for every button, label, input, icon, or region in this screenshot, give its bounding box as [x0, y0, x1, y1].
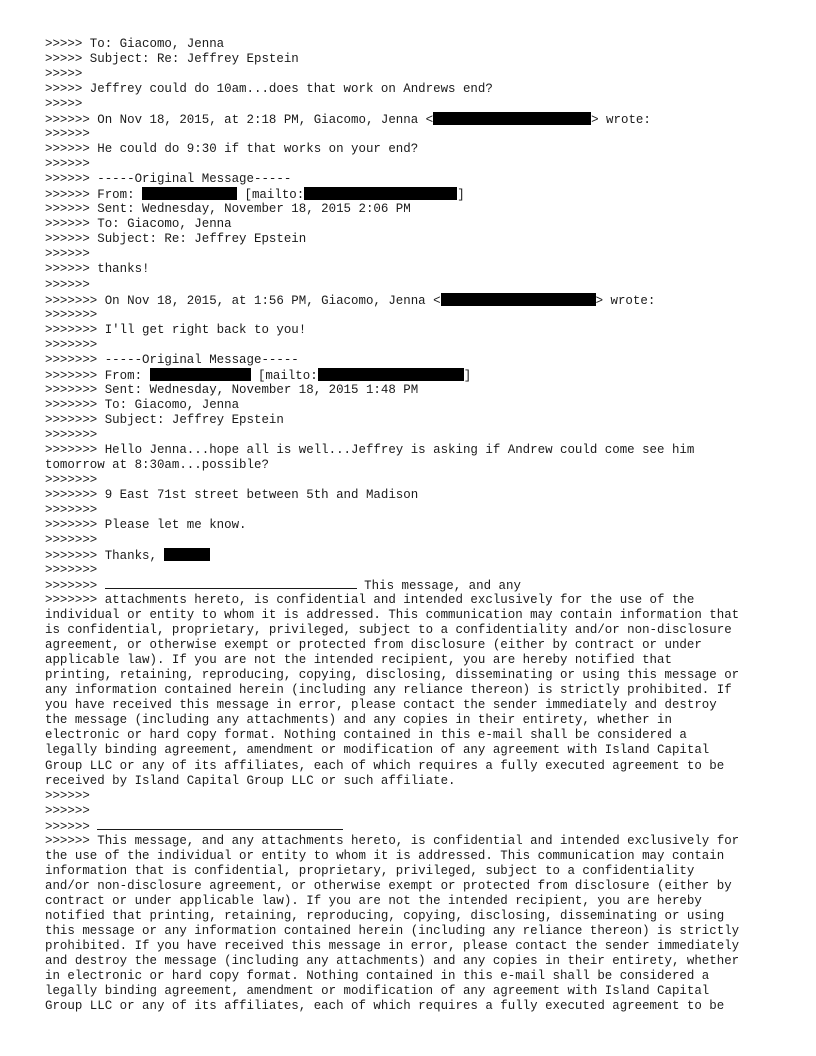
quote-blank: >>>>>>>: [45, 307, 98, 322]
redaction-box: [433, 112, 591, 125]
disclaimer-line: and/or non-disclosure agreement, or otherwise exempt or protected from disclosure (either by: [45, 878, 732, 893]
disclaimer-line: printing, retaining, reproducing, copying, disclosing, disseminating or using this message or: [45, 668, 740, 683]
quote-blank: >>>>>>: [45, 127, 90, 142]
sent-line-1: >>>>>> Sent: Wednesday, November 18, 2015 2:06 PM: [45, 202, 411, 217]
sent-line-2: >>>>>>> Sent: Wednesday, November 18, 2015 1:48 PM: [45, 382, 419, 397]
wrote-line-1-prefix: >>>>>> On Nov 18, 2015, at 2:18 PM, Giacomo, Jenna <: [45, 113, 434, 128]
redaction-box: [441, 293, 596, 306]
disclaimer-line: >>>>>>> attachments hereto, is confidential and intended exclusively for the use of the: [45, 593, 695, 608]
disclaimer-1-head-text: This message, and any: [356, 579, 521, 594]
wrote-line-2-prefix: >>>>>>> On Nov 18, 2015, at 1:56 PM, Giacomo, Jenna <: [45, 293, 441, 308]
disclaimer-line: legally binding agreement, amendment or modification of any agreement with Island Capital: [45, 743, 710, 758]
disclaimer-line: and destroy the message (including any attachments) and any copies in their entirety, whether: [45, 953, 740, 968]
disclaimer-line: in electronic or hard copy format. Nothing contained in this e-mail shall be considered a: [45, 968, 710, 983]
disclaimer-line: agreement, or otherwise exempt or protected from disclosure (either by contract or under: [45, 638, 702, 653]
disclaimer-line: information that is confidential, proprietary, privileged, subject to a confidentiality: [45, 863, 695, 878]
disclaimer-line: prohibited. If you have received this message in error, please contact the sender immediately: [45, 938, 740, 953]
quote-blank: >>>>>>>: [45, 563, 98, 578]
disclaimer-line: applicable law). If you are not the intended recipient, you are hereby notified that: [45, 653, 672, 668]
from-line-2-prefix: >>>>>>> From:: [45, 368, 150, 383]
email-document: [45, 37, 785, 1014]
redaction-box: [164, 548, 210, 561]
quote-blank: >>>>>>: [45, 157, 90, 172]
from-line-1-mid: [mailto:: [237, 188, 305, 203]
separator-rule: [97, 819, 343, 830]
disclaimer-1-prefix: >>>>>>>: [45, 579, 105, 594]
disclaimer-line: this message or any information contained herein (including any reliance thereon) is strictly: [45, 923, 740, 938]
wrote-line-2-suffix: > wrote:: [595, 293, 656, 308]
quote-blank: >>>>>>>: [45, 502, 98, 517]
from-line-2-suffix: ]: [463, 368, 472, 383]
disclaimer-line: any information contained herein (including any reliance thereon) is strictly prohibited. If: [45, 683, 732, 698]
thanks-signature-line: [45, 548, 785, 563]
quote-blank: >>>>>>>: [45, 337, 98, 352]
from-line-1: [45, 187, 785, 202]
subject-line-1: >>>>>> Subject: Re: Jeffrey Epstein: [45, 232, 307, 247]
quote-blank: >>>>>>: [45, 788, 90, 803]
hello-line-2: tomorrow at 8:30am...possible?: [45, 457, 269, 472]
subject-line-2: >>>>>>> Subject: Jeffrey Epstein: [45, 412, 284, 427]
disclaimer-line: electronic or hard copy format. Nothing contained in this e-mail shall be considered a: [45, 728, 687, 743]
header-subject: >>>>> Subject: Re: Jeffrey Epstein: [45, 52, 299, 67]
let-me-know-line: >>>>>>> Please let me know.: [45, 518, 247, 532]
from-line-1-prefix: >>>>>> From:: [45, 188, 143, 203]
disclaimer-2-rule-prefix: >>>>>>: [45, 819, 98, 834]
disclaimer-line: >>>>>> This message, and any attachments hereto, is confidential and intended exclusively for: [45, 833, 740, 848]
disclaimer-1-head: [45, 578, 785, 593]
disclaimer-line: Group LLC or any of its affiliates, each of which requires a fully executed agreement to be: [45, 758, 725, 773]
quote-blank: >>>>>: [45, 67, 83, 82]
from-line-2-mid: [mailto:: [250, 368, 318, 383]
header-to: >>>>> To: Giacomo, Jenna: [45, 37, 225, 51]
address-line: >>>>>>> 9 East 71st street between 5th and Madison: [45, 487, 419, 502]
wrote-line-1-suffix: > wrote:: [591, 113, 651, 128]
disclaimer-line: received by Island Capital Group LLC or such affiliate.: [45, 773, 456, 788]
disclaimer-line: Group LLC or any of its affiliates, each of which requires a fully executed agreement to be: [45, 999, 725, 1013]
disclaimer-line: notified that printing, retaining, reproducing, copying, disclosing, disseminating or using: [45, 908, 725, 923]
disclaimer-line: is confidential, proprietary, privileged, subject to a confidentiality and/or non-disclosure: [45, 623, 732, 638]
wrote-line-2: [45, 293, 785, 308]
disclaimer-line: contract or under applicable law). If you are not the intended recipient, you are hereby: [45, 893, 702, 908]
disclaimer-line: individual or entity to whom it is addressed. This communication may contain information that: [45, 608, 740, 623]
from-line-2: [45, 368, 785, 383]
original-message-1: >>>>>> -----Original Message-----: [45, 172, 292, 187]
disclaimer-line: you have received this message in error, please contact the sender immediately and destroy: [45, 698, 717, 713]
disclaimer-line: the message (including any attachments) and any copies in their entirety, whether in: [45, 713, 672, 728]
quote-blank: >>>>>>: [45, 803, 90, 818]
from-line-1-suffix: ]: [457, 188, 465, 203]
to-line-2: >>>>>>> To: Giacomo, Jenna: [45, 397, 240, 412]
quote-blank: >>>>>>>: [45, 533, 98, 548]
disclaimer-line: legally binding agreement, amendment or modification of any agreement with Island Capital: [45, 983, 710, 998]
jeffrey-10am-line: >>>>> Jeffrey could do 10am...does that work on Andrews end?: [45, 82, 493, 97]
thanks-signature-text: >>>>>>> Thanks,: [45, 549, 165, 564]
hello-line-1: >>>>>>> Hello Jenna...hope all is well...Jeffrey is asking if Andrew could come see him: [45, 442, 695, 457]
disclaimer-2-rule-line: [45, 819, 785, 834]
quote-blank: >>>>>>: [45, 247, 90, 262]
disclaimer-2: [45, 834, 785, 1014]
disclaimer-1: [45, 593, 785, 788]
disclaimer-line: the use of the individual or entity to whom it is addressed. This communication may contain: [45, 848, 725, 863]
redaction-box: [318, 368, 464, 381]
quote-blank: >>>>>>: [45, 277, 90, 292]
quote-blank: >>>>>>>: [45, 427, 98, 442]
redaction-box: [142, 187, 237, 200]
quote-blank: >>>>>: [45, 97, 83, 112]
nine-thirty-line: >>>>>> He could do 9:30 if that works on your end?: [45, 142, 419, 157]
separator-rule: [105, 578, 357, 589]
to-line-1: >>>>>> To: Giacomo, Jenna: [45, 217, 232, 232]
get-back-line: >>>>>>> I'll get right back to you!: [45, 322, 307, 337]
redaction-box: [304, 187, 457, 200]
quote-blank: >>>>>>>: [45, 472, 98, 487]
original-message-2: >>>>>>> -----Original Message-----: [45, 352, 299, 367]
redaction-box: [150, 368, 251, 381]
thanks-line: >>>>>> thanks!: [45, 262, 150, 277]
wrote-line-1: [45, 112, 785, 127]
